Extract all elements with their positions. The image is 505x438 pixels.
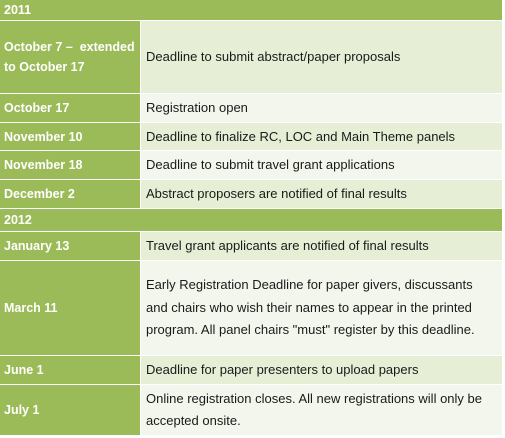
table-row bbox=[0, 385, 502, 435]
year-header-2012: 2012 bbox=[0, 209, 502, 232]
table-row bbox=[0, 356, 502, 385]
description-cell: Abstract proposers are notified of final results bbox=[141, 180, 502, 208]
table-row bbox=[0, 94, 502, 123]
date-cell: October 7 – extended to October 17 bbox=[0, 21, 141, 93]
year-header-2011: 2011 bbox=[0, 0, 502, 21]
table-row bbox=[0, 261, 502, 356]
table-row bbox=[0, 232, 502, 261]
table-row bbox=[0, 123, 502, 151]
table-row bbox=[0, 151, 502, 180]
date-cell: November 18 bbox=[0, 151, 141, 179]
date-cell: December 2 bbox=[0, 180, 141, 208]
date-cell: January 13 bbox=[0, 232, 141, 260]
description-cell: Early Registration Deadline for paper givers, discussants and chairs who wish their names to appear in the printed program. All panel chairs "must" register by this deadline. bbox=[141, 261, 502, 355]
description-cell: Registration open bbox=[141, 94, 502, 122]
date-cell: March 11 bbox=[0, 261, 141, 355]
description-cell: Deadline to finalize RC, LOC and Main Theme panels bbox=[141, 123, 502, 150]
date-cell: October 17 bbox=[0, 94, 141, 122]
description-cell: Deadline to submit travel grant applications bbox=[141, 151, 502, 179]
description-cell: Travel grant applicants are notified of final results bbox=[141, 232, 502, 260]
date-cell: November 10 bbox=[0, 123, 141, 150]
date-cell: June 1 bbox=[0, 356, 141, 384]
table-row bbox=[0, 180, 502, 209]
table-row bbox=[0, 21, 502, 94]
description-cell: Deadline for paper presenters to upload papers bbox=[141, 356, 502, 384]
description-cell: Online registration closes. All new registrations will only be accepted onsite. bbox=[141, 385, 502, 435]
description-cell: Deadline to submit abstract/paper proposals bbox=[141, 21, 502, 93]
date-cell: July 1 bbox=[0, 385, 141, 435]
